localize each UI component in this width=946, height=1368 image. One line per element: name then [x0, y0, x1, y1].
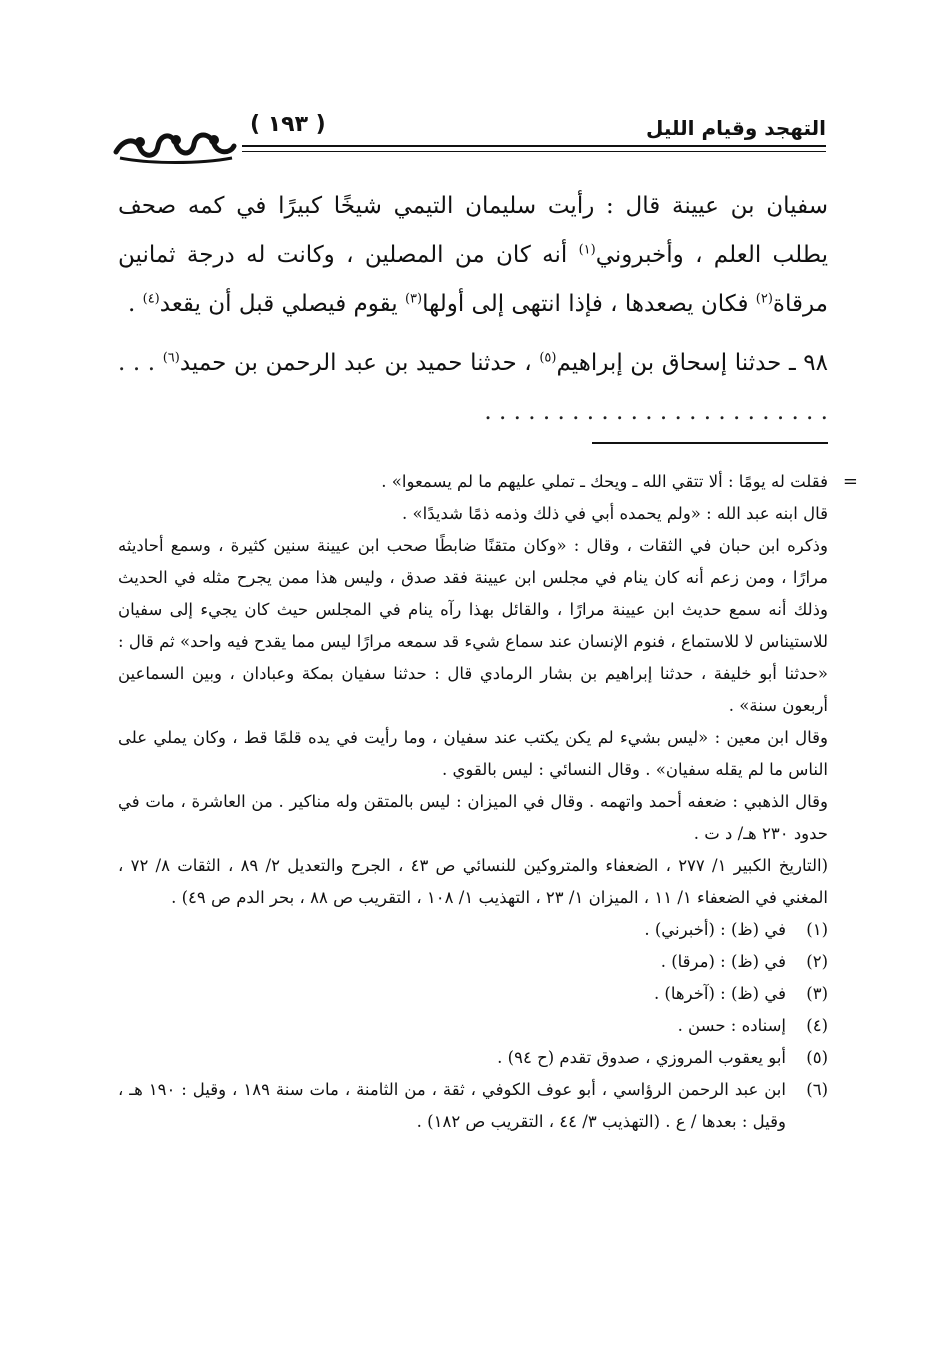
- footnote-text: ابن عبد الرحمن الرؤاسي ، أبو عوف الكوفي ، ثقة ، من الثامنة ، مات سنة ١٨٩ ، وقيل : ١٩٠ هـ ، وقيل : بعدها / ع . (التهذيب ٣/ ٤٤ ، التقريب ص ١٨٢) .: [118, 1080, 786, 1131]
- text-span: يقوم فيصلي قبل أن يقعد: [159, 291, 405, 317]
- footnote-number: (٢): [806, 952, 828, 971]
- footnote-number: (٥): [806, 1048, 828, 1067]
- footnote-text: إسناده : حسن .: [677, 1016, 786, 1035]
- text-span: سفيان بن عيينة قال : رأيت سليمان التيمي شيخًا كبيرًا في كمه صحف يطلب العلم ، وأخبروني: [118, 193, 829, 268]
- footnote-text: في (ظ) : (أخبرني) .: [644, 920, 786, 939]
- footnote-ref-2: (٢): [755, 291, 773, 307]
- footnote-separator: [592, 442, 828, 444]
- footnote-paragraph: (التاريخ الكبير ١/ ٢٧٧ ، الضعفاء والمتروكين للنسائي ص ٤٣ ، الجرح والتعديل ٢/ ٨٩ ، الثقات ٨/ ٧٢ ، المغني في الضعفاء ١/ ١١ ، الميزان ١/ ٢٣ ، التهذيب ١/ ١٠٨ ، التقريب ص ٨٨ ، بحر الدم ص ٤٩) .: [118, 856, 829, 907]
- footnote-ref-4: (٤): [142, 291, 160, 307]
- footnote-ref-6: (٦): [162, 350, 180, 366]
- footnote-number: (١): [806, 920, 828, 939]
- footnote-item: [118, 978, 828, 1010]
- footnote-text: في (ظ) : (آخرها) .: [653, 984, 786, 1003]
- text-span: .: [127, 291, 143, 317]
- footnote-paragraph: قال ابنه عبد الله : «ولم يحمده أبي في ذلك وذمه ذمًا شديدًا» .: [402, 504, 828, 523]
- footnote-item: [118, 1074, 828, 1138]
- continuation-marker: =: [842, 471, 858, 492]
- running-header-title: التهجد وقيام الليل: [645, 116, 826, 140]
- paragraph-1: [118, 182, 828, 329]
- ellipsis-dots: . . . . . . . . . . . . . . . . . . . . . . . . . . .: [118, 350, 828, 425]
- footnote-item: [118, 914, 828, 946]
- header-rule-thin: [242, 151, 826, 152]
- footnote-text: أبو يعقوب المروزي ، صدوق تقدم (ح ٩٤) .: [497, 1048, 786, 1067]
- footnote-text: في (ظ) : (مرقا) .: [660, 952, 786, 971]
- text-span: ، حدثنا حميد بن عبد الرحمن بن حميد: [179, 350, 540, 376]
- footnote-paragraph: وقال الذهبي : ضعفه أحمد واتهمه . وقال في الميزان : ليس بالمتقن وله مناكير . من العاشرة ، مات في حدود ٢٣٠ هـ/ د ت .: [118, 792, 828, 843]
- hadith-98: [118, 339, 828, 437]
- text-span: فكان يصعدها ، فإذا انتهى إلى أولها: [422, 291, 756, 317]
- footnote-paragraph: فقلت له يومًا : ألا تتقي الله ـ ويحك ـ تملي عليهم ما لم يسمعوا» .: [381, 472, 828, 491]
- footnote-list: [118, 914, 828, 1138]
- footnote-ref-3: (٣): [404, 291, 423, 307]
- footnote-continuation: [118, 466, 858, 914]
- footnote-paragraph: وذكره ابن حبان في الثقات ، وقال : «وكان متقنًا ضابطًا صحب ابن عيينة سنين كثيرة ، وسمع أحاديثه مرارًا ، ومن زعم أنه كان ينام في مجلس ابن عيينة فقد صدق ، وليس هذا ممن يجرح مثله في الحديث وذلك أنه سمع حديث ابن عيينة مرارًا ، والقائل بهذا رآه ينام في المجلس حيث كان يجيء إلى سفيان للاستيناس لا للاستماع ، فنوم الإنسان عند سماع شيء قد سمعه مرارًا ليس مما يقدح فيه واحد» ثم قال : «حدثنا أبو خليفة ، حدثنا إبراهيم بن بشار الرمادي قال : حدثنا سفيان بمكة وعبادان ، وبين السماعين أربعون سنة» .: [118, 536, 828, 715]
- footnote-item: [118, 1042, 828, 1074]
- footnote-item: [118, 946, 828, 978]
- footnote-item: [118, 1010, 828, 1042]
- footnote-ref-5: (٥): [539, 350, 557, 366]
- text-span: ٩٨ ـ حدثنا إسحاق بن إبراهيم: [556, 350, 829, 376]
- footnotes: [118, 466, 858, 1138]
- main-text: [118, 182, 828, 437]
- footnote-number: (٦): [806, 1080, 828, 1099]
- footnote-number: (٣): [806, 984, 828, 1003]
- header-rule: [242, 145, 826, 147]
- footnote-number: (٤): [806, 1016, 828, 1035]
- text-span: أنه كان من المصلين ، وكانت له درجة ثمانين مرقاة: [118, 242, 828, 317]
- ornament-icon: [110, 118, 240, 168]
- footnote-paragraph: وقال ابن معين : «ليس بشيء لم يكن يكتب عند سفيان ، وما رأيت في يده قلمًا قط ، وكان يملي على الناس ما لم يقله سفيان» . وقال النسائي : ليس بالقوي .: [118, 728, 828, 779]
- page-number: ( ١٩٣ ): [250, 112, 326, 137]
- footnote-ref-1: (١): [578, 242, 596, 258]
